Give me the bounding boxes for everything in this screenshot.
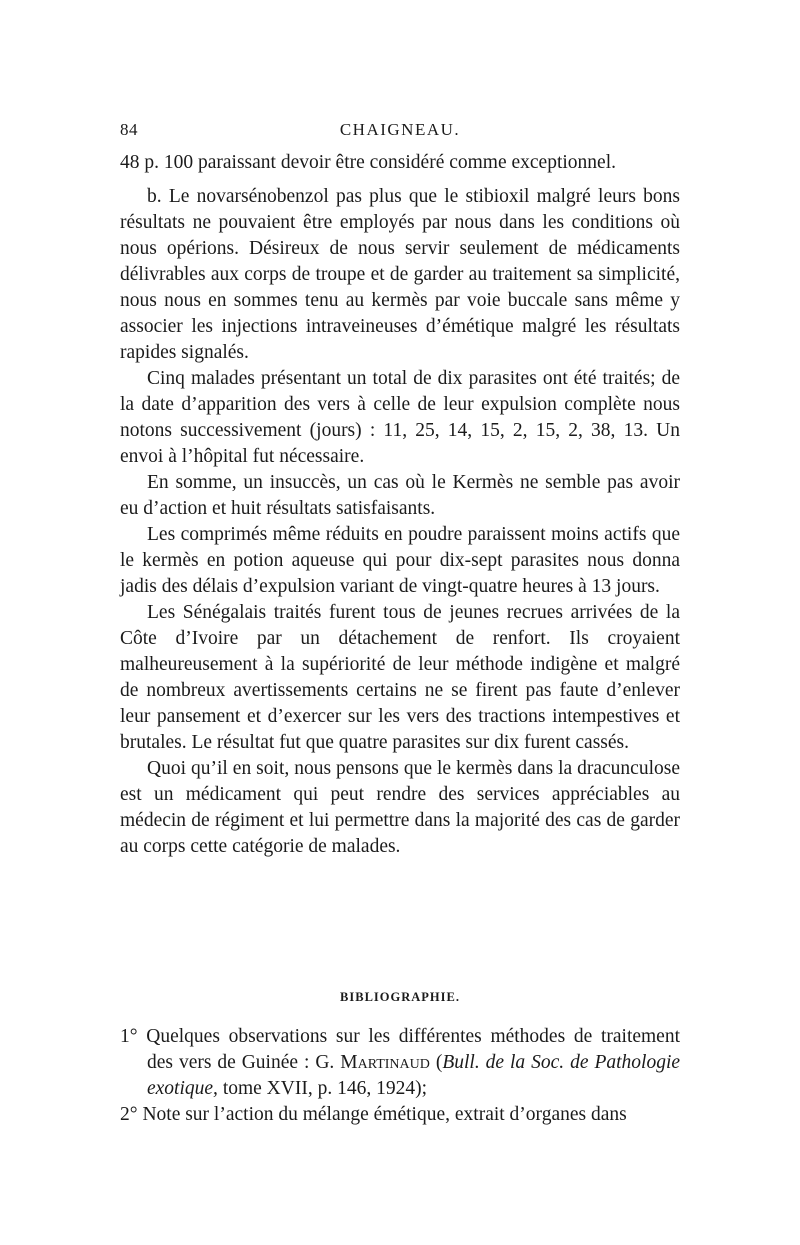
entry-text: Note sur l’action du mélange émétique, extrait d’organes dans — [142, 1104, 627, 1125]
entry-text: Quelques observations sur les différentes méthodes de traitement des vers de Guinée : G. — [146, 1026, 681, 1073]
entry-source-details: tome XVII, p. 146, 1924); — [222, 1078, 427, 1099]
bibliography-heading: BIBLIOGRAPHIE. — [340, 990, 460, 1004]
bibliography-entry — [120, 1024, 680, 1102]
paragraph-results: Cinq malades présentant un total de dix parasites ont été traités; de la date d’apparition des vers à celle de leur expulsion complète nous notons successivement (jours) : 11, 25, 14, 15, 2, 15, 2, 38, 13. Un envoi à l’hôpital fut nécessaire. — [120, 368, 680, 467]
entry-source-open: ( — [435, 1052, 443, 1073]
entry-number: 1° — [120, 1026, 138, 1047]
page-number: 84 — [120, 120, 138, 139]
entry-number: 2° — [120, 1104, 138, 1125]
entry-source-title: Bull. de la Soc. de Pathologie exotique, — [147, 1052, 681, 1099]
paragraph-summary: En somme, un insuccès, un cas où le Kermès ne semble pas avoir eu d’action et huit résultats satisfaisants. — [120, 472, 680, 519]
paragraph-comprimes: Les comprimés même réduits en poudre paraissent moins actifs que le kermès en potion aqueuse qui pour dix-sept parasites nous donna jadis des délais d’expulsion variant de vingt-quatre heures à 13 jours. — [120, 524, 680, 597]
paragraph-senegalais: Les Sénégalais traités furent tous de jeunes recrues arrivées de la Côte d’Ivoire par un détachement de renfort. Ils croyaient malheureusement à la supériorité de leur méthode indigène et malgré de nombreux avertissements certains ne se firent pas faute d’enlever leur pansement et d’exercer sur les vers des tractions intempestives et brutales. Le résultat fut que quatre parasites sur dix furent cassés. — [120, 602, 680, 753]
running-head: CHAIGNEAU. — [339, 120, 461, 139]
page-header — [120, 120, 680, 144]
paragraph-continuation: 48 p. 100 paraissant devoir être considéré comme exceptionnel. — [120, 152, 616, 173]
bibliography-list — [120, 1024, 680, 1128]
body-text — [120, 150, 680, 860]
paragraph-conclusion: Quoi qu’il en soit, nous pensons que le kermès dans la dracunculose est un médicament qui peut rendre des services appréciables au médecin de régiment et lui permettre dans la majorité des cas de garder au corps cette catégorie de malades. — [120, 758, 680, 857]
entry-author: Martinaud — [340, 1052, 430, 1073]
bibliography-entry — [120, 1102, 680, 1128]
paragraph-section-b: b. Le novarsénobenzol pas plus que le stibioxil malgré leurs bons résultats ne pouvaient être employés par nous dans les conditions où nous opérions. Désireux de nous servir seulement de médicaments délivrables aux corps de troupe et de garder au traitement sa simplicité, nous nous en sommes tenu au kermès par voie buccale sans même y associer les injections intraveineuses d’émétique malgré les résultats rapides signalés. — [120, 186, 680, 363]
